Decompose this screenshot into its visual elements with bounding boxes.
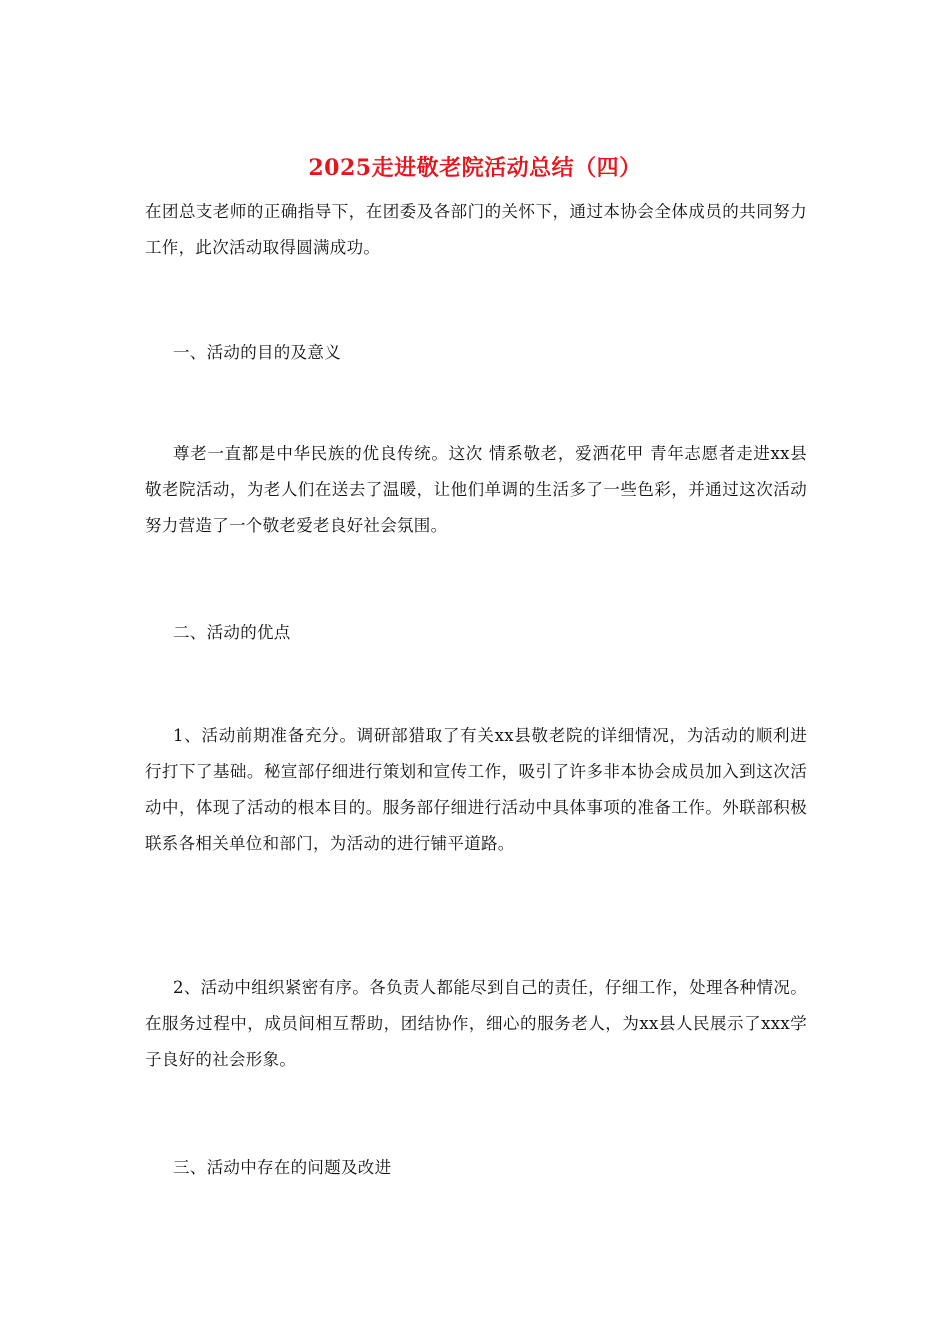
strength-point-1: 1、活动前期准备充分。调研部猎取了有关xx县敬老院的详细情况，为活动的顺利进行打下了基础。秘宣部仔细进行策划和宣传工作，吸引了许多非本协会成员加入到这次活动中，体现了活动的根本目的。服务部仔细进行活动中具体事项的准备工作。外联部积极联系各相关单位和部门，为活动的进行铺平道路。 — [145, 726, 807, 853]
intro-paragraph: 在团总支老师的正确指导下，在团委及各部门的关怀下，通过本协会全体成员的共同努力工作，此次活动取得圆满成功。 — [145, 202, 807, 257]
strength-point-2: 2、活动中组织紧密有序。各负责人都能尽到自己的责任，仔细工作，处理各种情况。在服务过程中，成员间相互帮助，团结协作，细心的服务老人，为xx县人民展示了xxx学子良好的社会形象。 — [145, 978, 807, 1069]
section-heading-purpose: 一、活动的目的及意义 — [173, 343, 341, 362]
section-heading-problems: 三、活动中存在的问题及改进 — [173, 1158, 392, 1177]
document-title: 2025走进敬老院活动总结（四） — [308, 155, 642, 181]
purpose-paragraph: 尊老一直都是中华民族的优良传统。这次 情系敬老，爱洒花甲 青年志愿者走进xx县敬老院活动，为老人们在送去了温暖，让他们单调的生活多了一些色彩，并通过这次活动努力营造了一个敬老爱老良好社会氛围。 — [145, 444, 807, 535]
section-heading-strengths: 二、活动的优点 — [173, 623, 291, 642]
